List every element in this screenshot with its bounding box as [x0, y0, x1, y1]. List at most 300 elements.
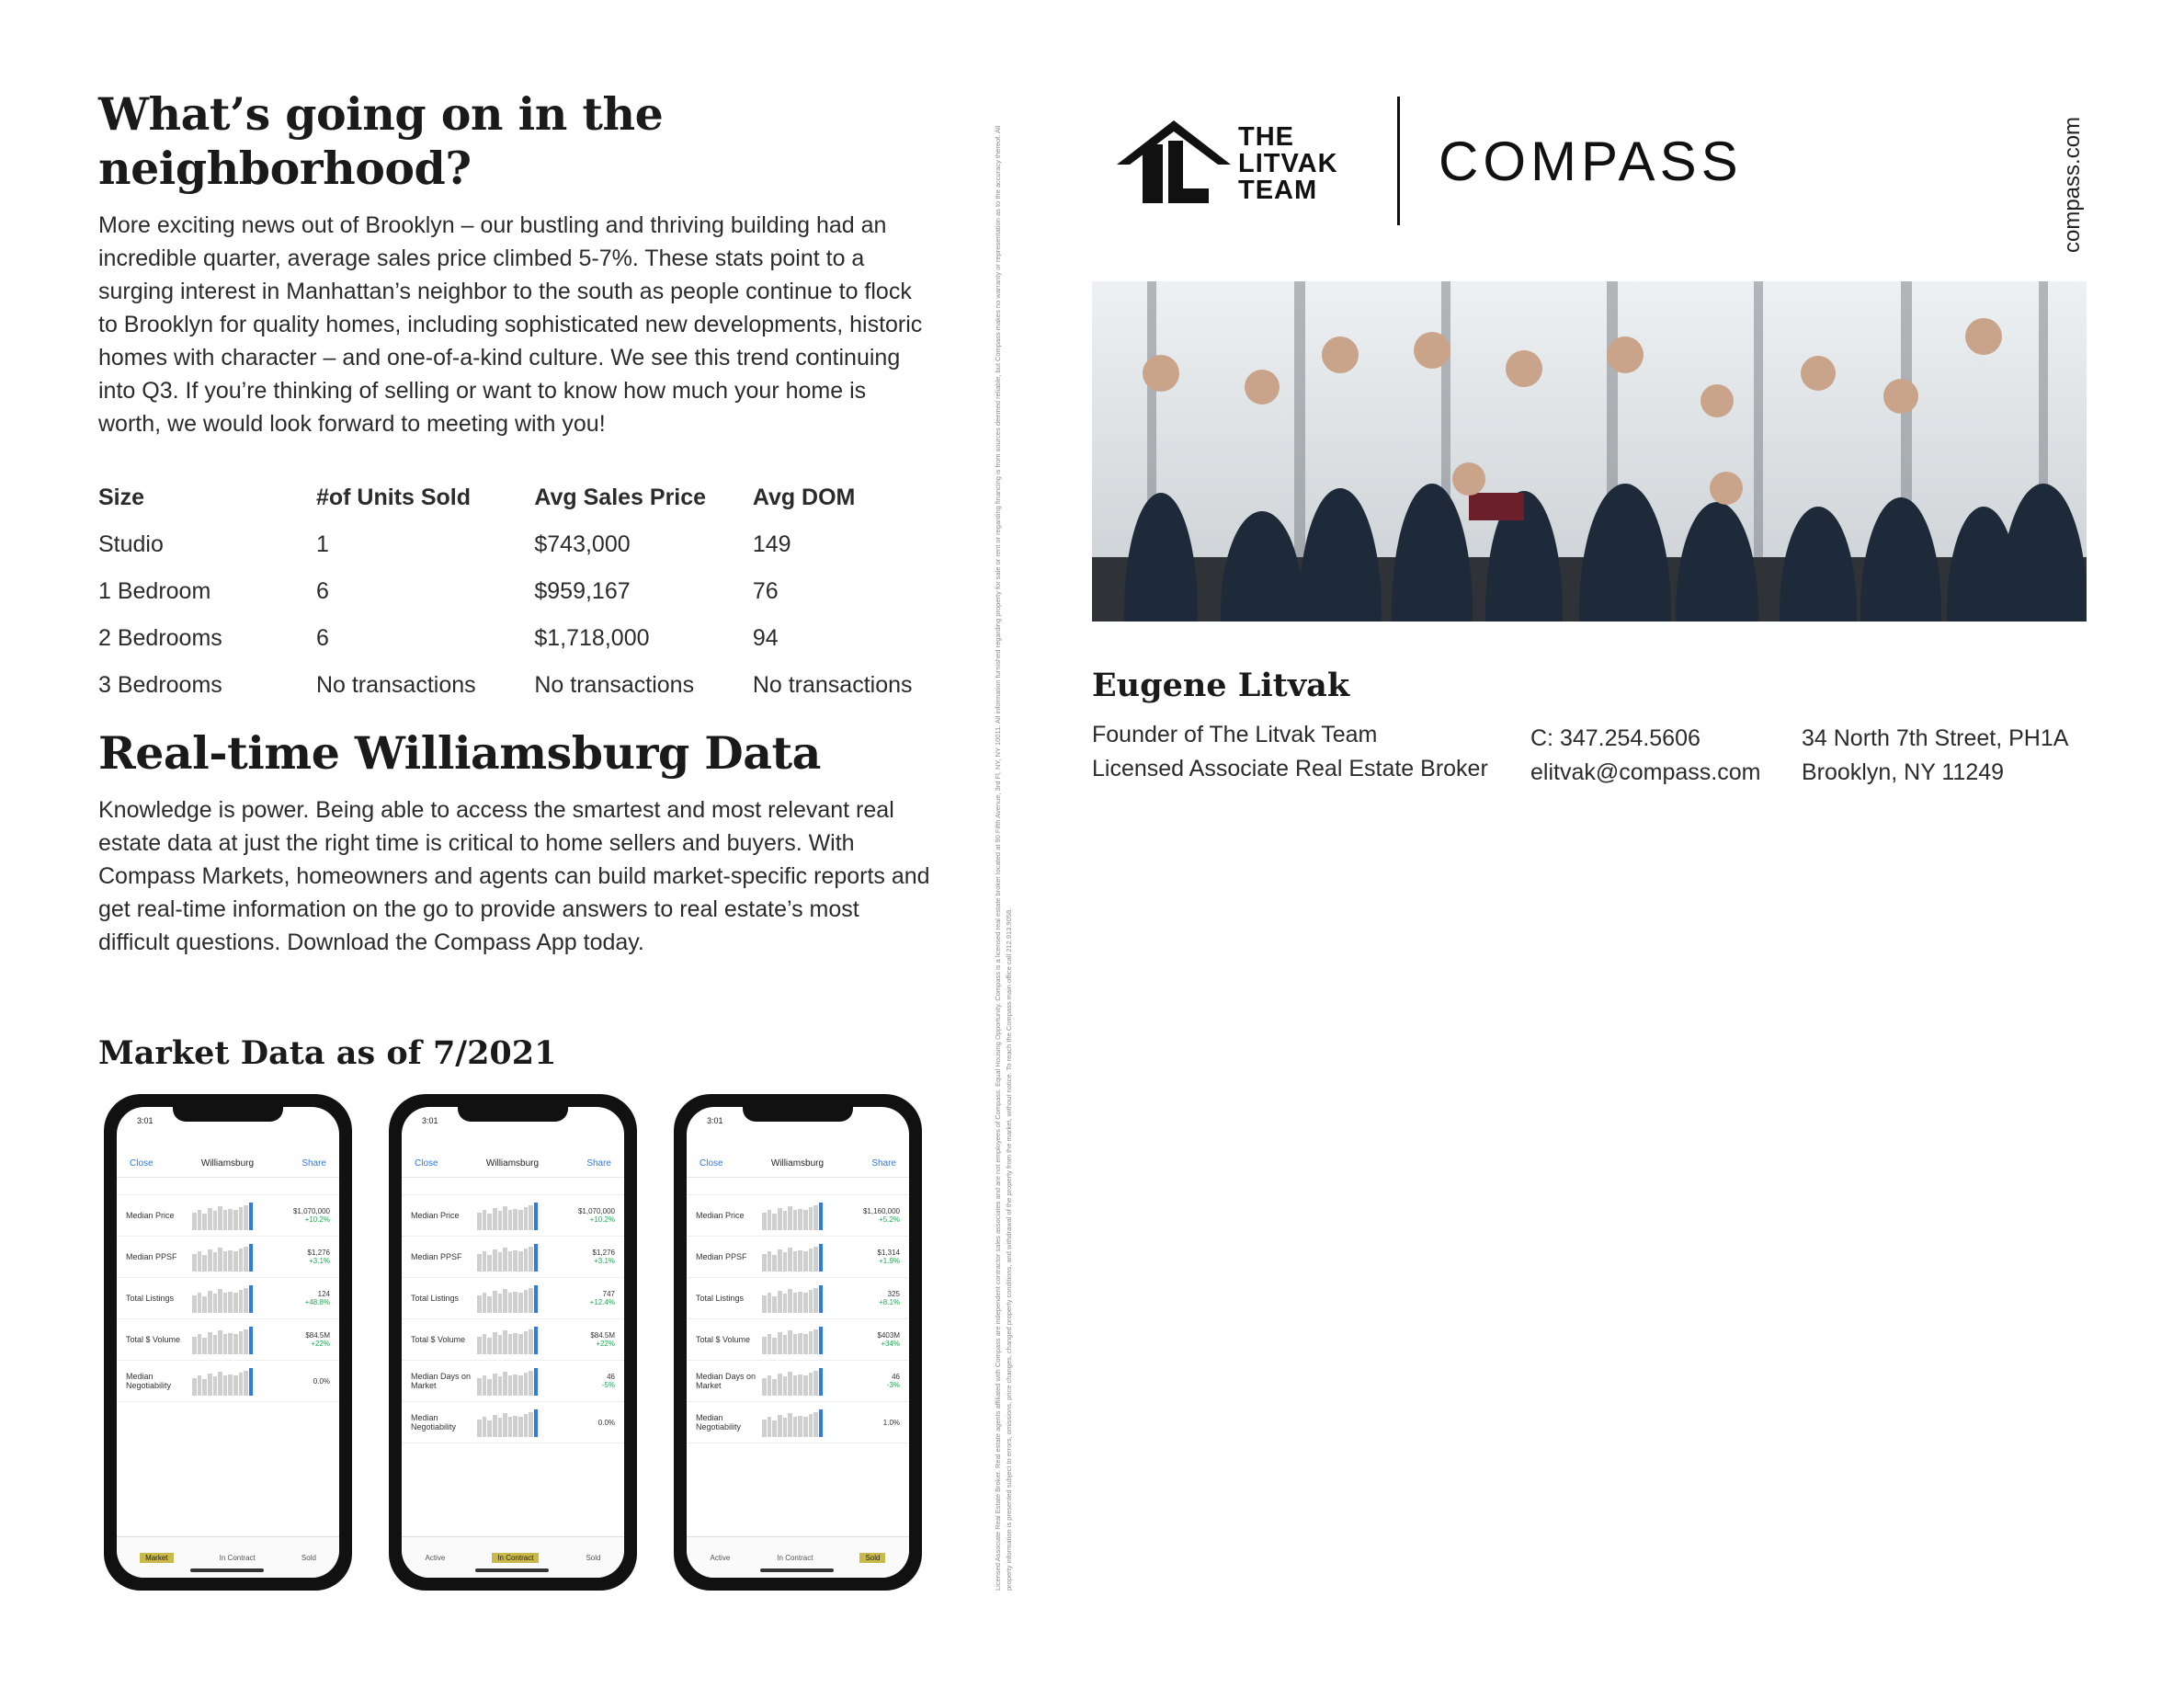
table-row	[98, 521, 944, 568]
sparkline-bars	[477, 1283, 538, 1313]
spark-bar	[772, 1296, 777, 1313]
spark-bar	[483, 1293, 487, 1313]
metric-row[interactable]	[687, 1195, 909, 1237]
metric-value-block	[538, 1249, 615, 1265]
metric-label: Median Price	[126, 1211, 175, 1220]
spark-bar	[518, 1210, 523, 1230]
table-cell: 1 Bedroom	[98, 577, 211, 604]
metric-value: 46	[892, 1373, 900, 1381]
spark-bar	[233, 1375, 238, 1396]
spark-bar	[213, 1252, 218, 1272]
spark-bar	[493, 1208, 497, 1230]
spark-bar	[518, 1251, 523, 1272]
metric-value: 124	[317, 1290, 330, 1298]
spark-bar	[218, 1248, 222, 1272]
metric-value-block	[538, 1373, 615, 1389]
team-photo	[1092, 281, 2087, 622]
spark-bar	[483, 1417, 487, 1437]
team-line: TEAM	[1238, 176, 1318, 205]
location-selector[interactable]: Williamsburg	[770, 1158, 825, 1169]
table-cell: $1,718,000	[534, 624, 650, 651]
metric-label: Median Negotiability	[696, 1413, 742, 1431]
spark-bar	[477, 1295, 482, 1313]
metric-change: +22%	[596, 1340, 615, 1348]
spark-bar	[202, 1296, 207, 1313]
metric-value-block	[538, 1290, 615, 1306]
spark-bar	[762, 1337, 767, 1354]
phone-notch	[173, 1101, 283, 1122]
spark-bar	[487, 1255, 492, 1272]
litvak-team-wordmark	[1238, 124, 1338, 204]
spark-bar	[768, 1210, 772, 1230]
spark-bar	[529, 1205, 533, 1230]
table-cell: 149	[752, 530, 791, 557]
metric-value: $84.5M	[590, 1331, 615, 1340]
spark-bar	[793, 1334, 798, 1354]
address-line: 34 North 7th Street, PH1A	[1802, 725, 2069, 751]
spark-bar	[213, 1376, 218, 1396]
tab-market[interactable]: Market	[140, 1553, 173, 1563]
metric-label: Median Negotiability	[126, 1372, 172, 1390]
spark-bar	[772, 1379, 777, 1396]
spark-bar	[487, 1338, 492, 1354]
spark-bar	[524, 1290, 529, 1313]
spark-bar	[772, 1255, 777, 1272]
spark-bar	[493, 1332, 497, 1354]
spark-bar	[498, 1211, 503, 1230]
home-indicator	[760, 1568, 834, 1572]
spark-bar	[483, 1375, 487, 1396]
metric-row[interactable]	[117, 1361, 339, 1402]
spark-bar	[208, 1291, 212, 1313]
spark-bar	[518, 1293, 523, 1313]
table-cell: No transactions	[752, 671, 913, 698]
metric-row[interactable]	[687, 1278, 909, 1319]
spark-bar	[809, 1207, 813, 1230]
spark-bar	[213, 1335, 218, 1354]
spark-bar	[233, 1251, 238, 1272]
spark-bar	[192, 1337, 197, 1354]
sparkline-bars	[477, 1325, 538, 1354]
metric-value-block	[538, 1419, 615, 1427]
table-cell: No transactions	[315, 671, 476, 698]
share-link[interactable]: Share	[301, 1158, 326, 1169]
spark-bar	[809, 1290, 813, 1313]
spark-bar	[513, 1250, 518, 1272]
metric-row[interactable]	[687, 1237, 909, 1278]
spark-bar	[518, 1417, 523, 1437]
spark-bar	[803, 1334, 808, 1354]
website-url	[2054, 97, 2091, 253]
spark-bar	[508, 1375, 513, 1396]
spark-bar	[783, 1335, 788, 1354]
metric-row[interactable]	[687, 1361, 909, 1402]
spark-bar	[768, 1334, 772, 1354]
table-row	[98, 568, 944, 615]
spark-bar	[483, 1334, 487, 1354]
spark-bar	[239, 1249, 244, 1272]
table-row	[98, 615, 944, 662]
spark-bar	[772, 1420, 777, 1437]
metric-change: +12.4%	[589, 1298, 615, 1306]
spark-bar	[783, 1294, 788, 1313]
spark-bar	[503, 1248, 507, 1272]
spark-bar	[778, 1208, 782, 1230]
tab-in-contract[interactable]: In Contract	[777, 1553, 813, 1562]
tab-sold[interactable]: Sold	[586, 1553, 601, 1562]
metric-change: +10.2%	[589, 1215, 615, 1224]
sparkline-bars	[477, 1366, 538, 1396]
metric-value: $403M	[877, 1331, 900, 1340]
metric-row[interactable]	[117, 1237, 339, 1278]
metric-row[interactable]	[687, 1402, 909, 1443]
metric-row[interactable]	[402, 1361, 624, 1402]
spark-bar	[244, 1288, 248, 1313]
close-link[interactable]: Close	[700, 1158, 723, 1169]
spark-bar	[244, 1205, 248, 1230]
metric-value: 0.0%	[313, 1376, 330, 1386]
agent-contact	[1092, 667, 2094, 785]
metric-list	[117, 1195, 339, 1402]
status-bar: 3:01	[137, 1116, 154, 1125]
metric-row[interactable]	[402, 1402, 624, 1443]
metric-label: Total Listings	[126, 1294, 175, 1303]
sparkline-bars	[477, 1201, 538, 1230]
spark-bar	[208, 1332, 212, 1354]
metric-label: Median PPSF	[411, 1252, 462, 1261]
metric-row[interactable]	[117, 1278, 339, 1319]
metric-list	[687, 1195, 909, 1443]
spark-bar	[233, 1334, 238, 1354]
table-cell: Studio	[98, 530, 164, 557]
metric-row[interactable]	[687, 1319, 909, 1361]
table-header: Size	[98, 485, 145, 511]
metric-value-block	[823, 1207, 900, 1224]
spark-bar	[803, 1417, 808, 1437]
spark-bar	[762, 1213, 767, 1230]
table-header-row	[98, 475, 944, 521]
table-cell: $959,167	[534, 577, 631, 604]
tab-active[interactable]: Active	[710, 1553, 731, 1562]
agent-titles	[1092, 718, 1488, 786]
spark-bar	[813, 1329, 818, 1354]
website-url-text[interactable]: compass.com	[2060, 116, 2085, 253]
metric-label: Median Price	[696, 1211, 745, 1220]
spark-bar	[762, 1254, 767, 1272]
table-row	[98, 662, 944, 709]
logo-divider	[1397, 97, 1400, 225]
spark-bar	[228, 1292, 233, 1313]
agent-title: Founder of The Litvak Team	[1092, 722, 1378, 747]
metric-value: $1,160,000	[862, 1207, 900, 1215]
metric-label: Total $ Volume	[126, 1335, 181, 1344]
spark-bar	[513, 1209, 518, 1230]
spark-bar	[513, 1416, 518, 1437]
table-cell: $743,000	[534, 530, 631, 557]
spark-bar	[524, 1249, 529, 1272]
spark-bar	[208, 1374, 212, 1396]
metric-label: Total Listings	[696, 1294, 745, 1303]
spark-bar	[493, 1374, 497, 1396]
spark-bar	[503, 1289, 507, 1313]
spark-bar	[529, 1329, 533, 1354]
table-cell: 6	[315, 577, 329, 604]
metric-value: 46	[607, 1373, 615, 1381]
tab-active[interactable]: Active	[425, 1553, 446, 1562]
spark-bar	[778, 1415, 782, 1437]
metric-value-block	[823, 1249, 900, 1265]
spark-bar	[198, 1251, 202, 1272]
spark-bar	[477, 1378, 482, 1396]
tab-in-contract[interactable]: In Contract	[219, 1553, 256, 1562]
spark-bar	[513, 1292, 518, 1313]
agent-license: Licensed Associate Real Estate Broker	[1092, 756, 1488, 781]
spark-bar	[477, 1337, 482, 1354]
metric-row[interactable]	[402, 1237, 624, 1278]
close-link[interactable]: Close	[130, 1158, 154, 1169]
spark-bar	[768, 1251, 772, 1272]
sparkline-bars	[192, 1242, 253, 1272]
table-cell: 1	[315, 530, 329, 557]
spark-bar	[529, 1412, 533, 1437]
tab-sold[interactable]: Sold	[859, 1553, 885, 1563]
spark-bar	[218, 1206, 222, 1230]
metric-label: Median PPSF	[126, 1252, 177, 1261]
tab-in-contract[interactable]: In Contract	[492, 1553, 539, 1563]
agent-phone[interactable]: C: 347.254.5606	[1530, 725, 1701, 751]
phone-mockup	[674, 1094, 922, 1591]
agent-email[interactable]: elitvak@compass.com	[1530, 759, 1761, 785]
phone-mockup	[389, 1094, 637, 1591]
spark-bar	[498, 1335, 503, 1354]
spark-bar	[493, 1415, 497, 1437]
spark-bar	[508, 1417, 513, 1437]
metric-value: $1,314	[877, 1249, 900, 1257]
metric-label: Total $ Volume	[696, 1335, 751, 1344]
spark-bar	[239, 1290, 244, 1313]
spark-bar	[208, 1208, 212, 1230]
spark-bar	[768, 1293, 772, 1313]
spark-bar	[477, 1254, 482, 1272]
spark-bar	[793, 1251, 798, 1272]
tab-sold[interactable]: Sold	[301, 1553, 316, 1562]
spark-bar	[809, 1373, 813, 1396]
spark-bar	[228, 1333, 233, 1354]
metric-row[interactable]	[402, 1278, 624, 1319]
spark-bar	[513, 1374, 518, 1396]
spark-bar	[218, 1372, 222, 1396]
spark-bar	[202, 1214, 207, 1230]
phone-screen	[117, 1107, 339, 1578]
spark-bar	[518, 1375, 523, 1396]
address-line: Brooklyn, NY 11249	[1802, 759, 2005, 785]
metric-value: $84.5M	[305, 1331, 330, 1340]
spark-bar	[498, 1376, 503, 1396]
location-selector[interactable]: Williamsburg	[485, 1158, 540, 1169]
spark-bar	[493, 1249, 497, 1272]
spark-bar	[813, 1247, 818, 1272]
sub-header	[687, 1178, 909, 1195]
spark-bar	[788, 1330, 792, 1354]
disclaimer-text: Licensed Associate Real Estate Broker. Real estate agents affiliated with Compass are independent contractor sales associates and are not employees of Compass. Equal Housing Opportunity. Compass is a licensed real estate broker located at 90 Fifth Avenue, 3rd Fl, NY, NY 10011. All information furnished regarding property for sale or rent or regarding financing is from sources deemed reliable, but Compass makes no warranty or representation as to the accuracy thereof. All property information is presented subject to errors, omissions, price changes, changed property conditions, and withdrawal of the property from the market, without notice. To reach the Compass main office call 212.913.9058.	[994, 125, 1013, 1591]
spark-bar	[529, 1371, 533, 1396]
table-cell: 3 Bedrooms	[98, 671, 222, 698]
metric-row[interactable]	[402, 1319, 624, 1361]
location-selector[interactable]: Williamsburg	[200, 1158, 255, 1169]
spark-bar	[198, 1210, 202, 1230]
sparkline-bars	[762, 1283, 823, 1313]
metric-label: Median Days on Market	[411, 1372, 472, 1390]
metric-value-block	[253, 1249, 330, 1265]
phone-mockup	[104, 1094, 352, 1591]
metric-change: +5.2%	[879, 1215, 900, 1224]
spark-bar	[813, 1288, 818, 1313]
metric-value: $1,070,000	[292, 1207, 330, 1215]
spark-bar	[477, 1420, 482, 1437]
phone-notch	[743, 1101, 853, 1122]
spark-bar	[487, 1420, 492, 1437]
app-header	[402, 1149, 624, 1178]
sparkline-bars	[762, 1366, 823, 1396]
metric-change: +3.1%	[309, 1257, 330, 1265]
spark-bar	[783, 1376, 788, 1396]
spark-bar	[508, 1293, 513, 1313]
spark-bar	[487, 1379, 492, 1396]
spark-bar	[524, 1414, 529, 1437]
agent-contact-info	[1530, 722, 1760, 790]
spark-bar	[803, 1293, 808, 1313]
realtime-section	[98, 726, 944, 959]
sparkline-bars	[762, 1201, 823, 1230]
spark-bar	[213, 1294, 218, 1313]
metric-value-block	[823, 1290, 900, 1306]
spark-bar	[228, 1374, 233, 1396]
metric-label: Total Listings	[411, 1294, 460, 1303]
status-bar: 3:01	[422, 1116, 438, 1125]
metric-row[interactable]	[117, 1319, 339, 1361]
spark-bar	[208, 1249, 212, 1272]
spark-bar	[244, 1371, 248, 1396]
metric-change: +10.2%	[304, 1215, 330, 1224]
spark-bar	[783, 1252, 788, 1272]
spark-bar	[198, 1334, 202, 1354]
spark-bar	[198, 1375, 202, 1396]
spark-bar	[778, 1249, 782, 1272]
spark-bar	[524, 1373, 529, 1396]
spark-bar	[778, 1374, 782, 1396]
spark-bar	[798, 1416, 802, 1437]
close-link[interactable]: Close	[415, 1158, 438, 1169]
spark-bar	[793, 1417, 798, 1437]
sales-stats-table	[98, 475, 944, 709]
spark-bar	[529, 1247, 533, 1272]
spark-bar	[213, 1211, 218, 1230]
sparkline-bars	[192, 1366, 253, 1396]
table-header: Avg DOM	[752, 485, 856, 511]
sparkline-bars	[762, 1242, 823, 1272]
neighborhood-section	[98, 87, 944, 709]
metric-value-block	[253, 1207, 330, 1224]
spark-bar	[223, 1210, 228, 1230]
spark-bar	[798, 1250, 802, 1272]
metric-change: -5%	[601, 1381, 615, 1389]
share-link[interactable]: Share	[586, 1158, 611, 1169]
spark-bar	[503, 1413, 507, 1437]
metric-value: 0.0%	[597, 1418, 615, 1427]
spark-bar	[762, 1295, 767, 1313]
spark-bar	[809, 1249, 813, 1272]
spark-bar	[503, 1372, 507, 1396]
agent-address	[1802, 722, 2068, 790]
sparkline-bars	[762, 1325, 823, 1354]
spark-bar	[809, 1331, 813, 1354]
home-indicator	[190, 1568, 264, 1572]
spark-bar	[524, 1207, 529, 1230]
neighborhood-body: More exciting news out of Brooklyn – our bustling and thriving building had an incredible quarter, average sales price climbed 5-7%. These stats point to a surging interest in Manhattan’s neighbor to the south as people continue to flock to Brooklyn for quality homes, including sophisticated new developments, historic homes with character – and one-of-a-kind culture. We see this trend continuing into Q3. If you’re thinking of selling or want to know how much your home is worth, we would look forward to meeting with you!	[98, 211, 923, 437]
metric-label: Median Negotiability	[411, 1413, 457, 1431]
metric-row[interactable]	[402, 1195, 624, 1237]
metric-change: +48.8%	[304, 1298, 330, 1306]
sparkline-bars	[477, 1242, 538, 1272]
metric-value-block	[823, 1419, 900, 1427]
metric-value-block	[253, 1290, 330, 1306]
spark-bar	[798, 1209, 802, 1230]
share-link[interactable]: Share	[871, 1158, 896, 1169]
spark-bar	[762, 1378, 767, 1396]
metric-label: Median Days on Market	[696, 1372, 756, 1390]
spark-bar	[198, 1293, 202, 1313]
metric-change: +8.1%	[879, 1298, 900, 1306]
legal-disclaimer	[993, 101, 1048, 1591]
spark-bar	[772, 1214, 777, 1230]
spark-bar	[529, 1288, 533, 1313]
spark-bar	[793, 1375, 798, 1396]
spark-bar	[803, 1375, 808, 1396]
team-line: LITVAK	[1238, 149, 1338, 178]
metric-value: 1.0%	[882, 1418, 900, 1427]
metric-change: -3%	[886, 1381, 900, 1389]
phone-notch	[458, 1101, 568, 1122]
spark-bar	[493, 1291, 497, 1313]
spark-bar	[223, 1293, 228, 1313]
app-header	[687, 1149, 909, 1178]
metric-change: +22%	[311, 1340, 330, 1348]
spark-bar	[518, 1334, 523, 1354]
spark-bar	[228, 1250, 233, 1272]
status-bar: 3:01	[707, 1116, 723, 1125]
spark-bar	[798, 1333, 802, 1354]
spark-bar	[223, 1375, 228, 1396]
sparkline-bars	[192, 1325, 253, 1354]
spark-bar	[202, 1338, 207, 1354]
spark-bar	[508, 1251, 513, 1272]
spark-bar	[788, 1248, 792, 1272]
realtime-body: Knowledge is power. Being able to access the smartest and most relevant real estate data at just the right time is critical to home sellers and buyers. With Compass Markets, homeowners and agents can build market-specific reports and get real-time information on the go to provide answers to real estate’s most difficult questions. Download the Compass App today.	[98, 796, 930, 955]
spark-bar	[223, 1334, 228, 1354]
table-cell: 76	[752, 577, 779, 604]
sparkline-bars	[192, 1283, 253, 1313]
spark-bar	[508, 1334, 513, 1354]
metric-list	[402, 1195, 624, 1443]
brand-logo-lockup	[1117, 97, 1779, 225]
table-cell: 2 Bedrooms	[98, 624, 222, 651]
spark-bar	[783, 1418, 788, 1437]
sub-header	[117, 1178, 339, 1195]
spark-bar	[239, 1373, 244, 1396]
spark-bar	[798, 1374, 802, 1396]
metric-row[interactable]	[117, 1195, 339, 1237]
metric-value-block	[253, 1377, 330, 1386]
